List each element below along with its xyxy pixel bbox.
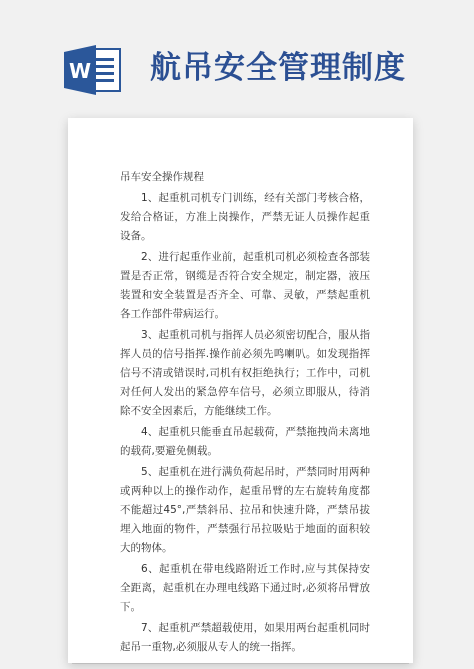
paragraph-3: 3、起重机司机与指挥人员必须密切配合，服从指挥人员的信号指挥.操作前必须先鸣喇叭。如发现指挥信号不清或错误时,司机有权拒绝执行；工作中，司机对任何人发出的紧急停车信号，必须立即服从，待消除不安全因素后，方能继续工作。 [120, 329, 370, 417]
document-heading: 吊车安全操作规程 [120, 171, 204, 183]
page-title: 航吊安全管理制度 [150, 50, 406, 86]
document-body [120, 168, 370, 659]
paragraph-1: 1、起重机司机专门训练，经有关部门考核合格，发给合格证，方准上岗操作，严禁无证人员操作起重设备。 [120, 192, 370, 242]
paragraph-2: 2、进行起重作业前，起重机司机必须检查各部装置是否正常，钢缆是否符合安全规定，制定器，液压装置和安全装置是否齐全、可靠、灵敏，严禁起重机各工作部件带病运行。 [120, 251, 370, 320]
paragraph-5: 5、起重机在进行满负荷起吊时，严禁同时用两种或两种以上的操作动作，起重吊臂的左右旋转角度都不能超过45°,严禁斜吊、拉吊和快速升降，严禁吊拔埋入地面的物件，严禁强行吊拉吸贴于地面的面积较大的物体。 [120, 466, 370, 554]
paragraph-6: 6、起重机在带电线路附近工作时,应与其保持安全距离，起重机在办理电线路下通过时,必须将吊臂放下。 [120, 563, 370, 613]
paragraph-7: 7、起重机严禁超载使用，如果用两台起重机同时起吊一重物,必须服从专人的统一指挥。 [120, 622, 370, 653]
microsoft-word-icon [64, 45, 122, 95]
document-page [68, 118, 413, 663]
word-logo-letter: W [68, 59, 92, 83]
paragraph-4: 4、起重机只能垂直吊起载荷，严禁拖拽尚未离地的载荷,要避免侧载。 [120, 426, 370, 457]
header [0, 0, 474, 108]
